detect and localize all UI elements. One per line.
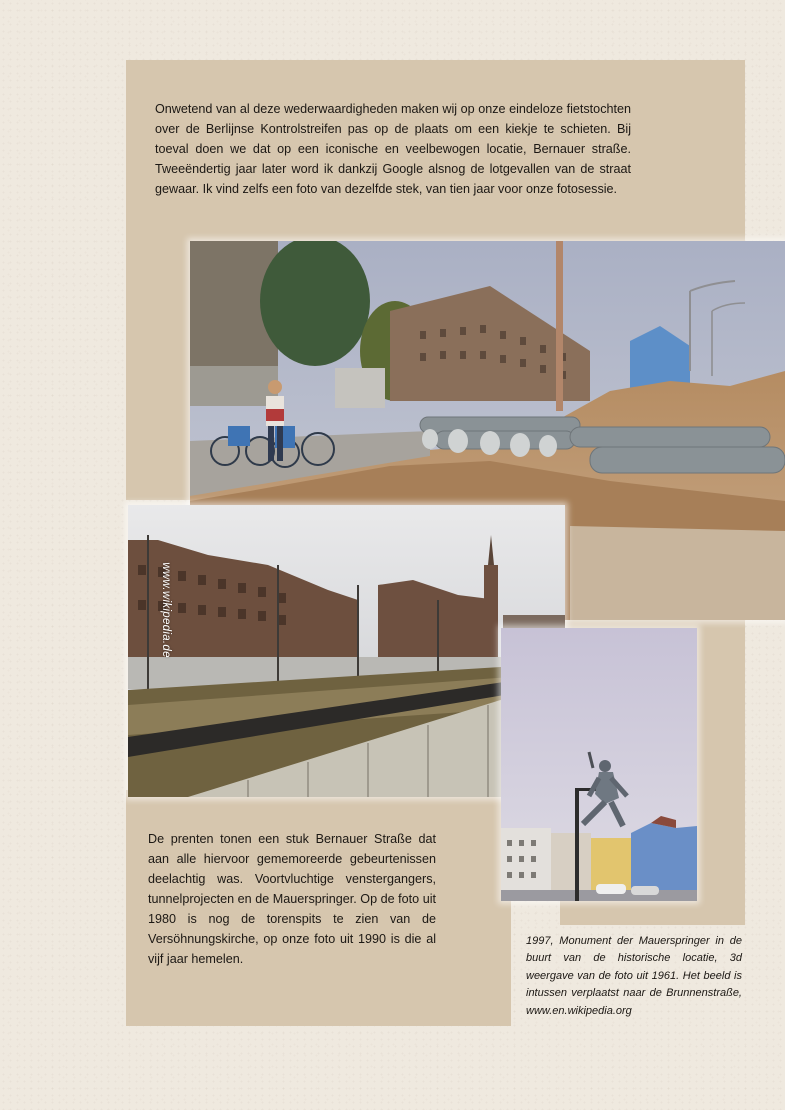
photo-watermark: www.wikipedia.de	[160, 562, 172, 658]
intro-paragraph: Onwetend van al deze wederwaardigheden maken wij op onze eindeloze fietstochten over de Berlijnse Kontrolstreifen pas op de plaats om een kiekje te schieten. Bij toeval doen we dat op een iconische en veelbewogen locatie, Bernauer straße. Tweeëndertig jaar later word ik dankzij Google alsnog de lotgevallen van de straat gewaar. Ik vind zelfs een foto van dezelfde stek, van tien jaar voor onze fotosessie.	[155, 102, 631, 196]
photo-monument-mauerspringer	[501, 628, 697, 901]
photo-caption: 1997, Monument der Mauerspringer in de buurt van de historische locatie, 3d weergave van de foto uit 1961. Het beeld is intussen verplaatst naar de Brunnenstraße, www.en.wikipedia.org	[526, 935, 742, 1017]
body-paragraph: De prenten tonen een stuk Bernauer Straße dat aan alle hiervoor gememoreerde gebeurtenissen deelachtig was. Voortvluchtige venstergangers, tunnelprojecten en de Mauerspringer. Op de foto uit 1980 is nog de torenspits te zien van de Versöhnungskirche, op onze foto uit 1990 is die al vijf jaar hemelen.	[148, 832, 436, 966]
photo-bernauer-1980	[128, 505, 565, 797]
